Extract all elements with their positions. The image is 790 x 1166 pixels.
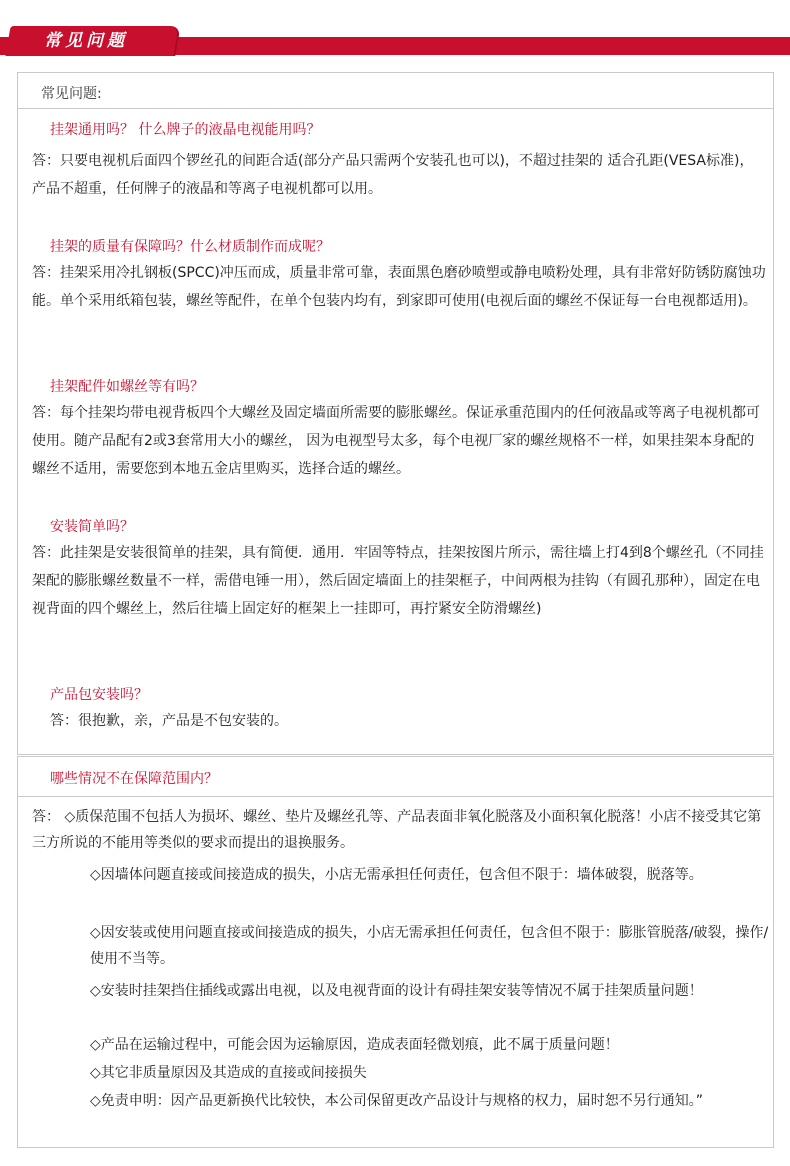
warranty-intro: 答： ◇质保范围不包括人为损坏、螺丝、垫片及螺丝孔等、产品表面非氧化脱落及小面积氧化脱落！小店不接受其它第三方所说的不能用等类似的要求而提出的退换服务。: [32, 809, 762, 851]
warranty-item: ◇产品在运输过程中，可能会因为运输原因，造成表面轻微划痕，此不属于质量问题！: [90, 1037, 619, 1053]
faq-question: 挂架的质量有保障吗？什么材质制作而成呢？: [50, 239, 330, 255]
faq-header: [18, 73, 773, 109]
faq-answer: 答：很抱歉，亲，产品是不包安装的。: [50, 713, 288, 729]
faq-box: [17, 72, 774, 755]
section-banner: [0, 0, 790, 62]
warranty-item: ◇安装时挂架挡住插线或露出电视，以及电视背面的设计有碍挂架安装等情况不属于挂架质量问题！: [90, 983, 703, 999]
faq-question: 挂架通用吗？ 什么牌子的液晶电视能用吗？: [50, 122, 321, 138]
warranty-header-text: 哪些情况不在保障范围内？: [50, 771, 218, 787]
warranty-item: ◇免责申明：因产品更新换代比较快，本公司保留更改产品设计与规格的权力，届时恕不另行通知。”: [90, 1093, 704, 1109]
faq-question: 安装简单吗？: [50, 519, 134, 535]
banner-title: 常见问题: [44, 31, 128, 51]
faq-answer: 答：只要电视机后面四个锣丝孔的间距合适(部分产品只需两个安装孔也可以)，不超过挂架的 适合孔距(VESA标准)，产品不超重，任何牌子的液晶和等离子电视机都可以用。: [32, 153, 754, 197]
faq-answer: 答：每个挂架均带电视背板四个大螺丝及固定墙面所需要的膨胀螺丝。保证承重范围内的任何液晶或等离子电视机都可使用。随产品配有2或3套常用大小的螺丝， 因为电视型号太多，每个电视厂家的螺丝规格不一样，如果挂架本身配的螺丝不适用，需要您到本地五金店里购买，选择合适的螺丝。: [32, 405, 760, 477]
faq-question: 产品包安装吗？: [50, 687, 148, 703]
warranty-item: ◇因安装或使用问题直接或间接造成的损失，小店无需承担任何责任，包含但不限于：膨胀管脱落/破裂，操作/使用不当等。: [90, 925, 769, 967]
warranty-item: ◇因墙体问题直接或间接造成的损失，小店无需承担任何责任，包含但不限于：墙体破裂，脱落等。: [90, 867, 703, 883]
faq-header-text: 常见问题:: [41, 86, 102, 102]
faq-answer: 答：此挂架是安装很简单的挂架，具有简便．通用．牢固等特点，挂架按图片所示，需往墙上打4到8个螺丝孔（不同挂架配的膨胀螺丝数量不一样，需借电锤一用），然后固定墙面上的挂架框子，中间两根为挂钩（有圆孔那种），固定在电视背面的四个螺丝上，然后往墙上固定好的框架上一挂即可，再拧紧安全防滑螺丝): [32, 545, 764, 617]
warranty-header: [18, 757, 773, 797]
warranty-item: ◇其它非质量原因及其造成的直接或间接损失: [90, 1065, 367, 1081]
warranty-box: [17, 756, 774, 1148]
faq-question: 挂架配件如螺丝等有吗？: [50, 379, 204, 395]
faq-answer: 答：挂架采用冷扎钢板(SPCC)冲压而成，质量非常可靠，表面黑色磨砂喷塑或静电喷粉处理，具有非常好防锈防腐蚀功能。单个采用纸箱包装，螺丝等配件，在单个包装内均有，到家即可使用(电视后面的螺丝不保证每一台电视都适用)。: [32, 265, 766, 309]
